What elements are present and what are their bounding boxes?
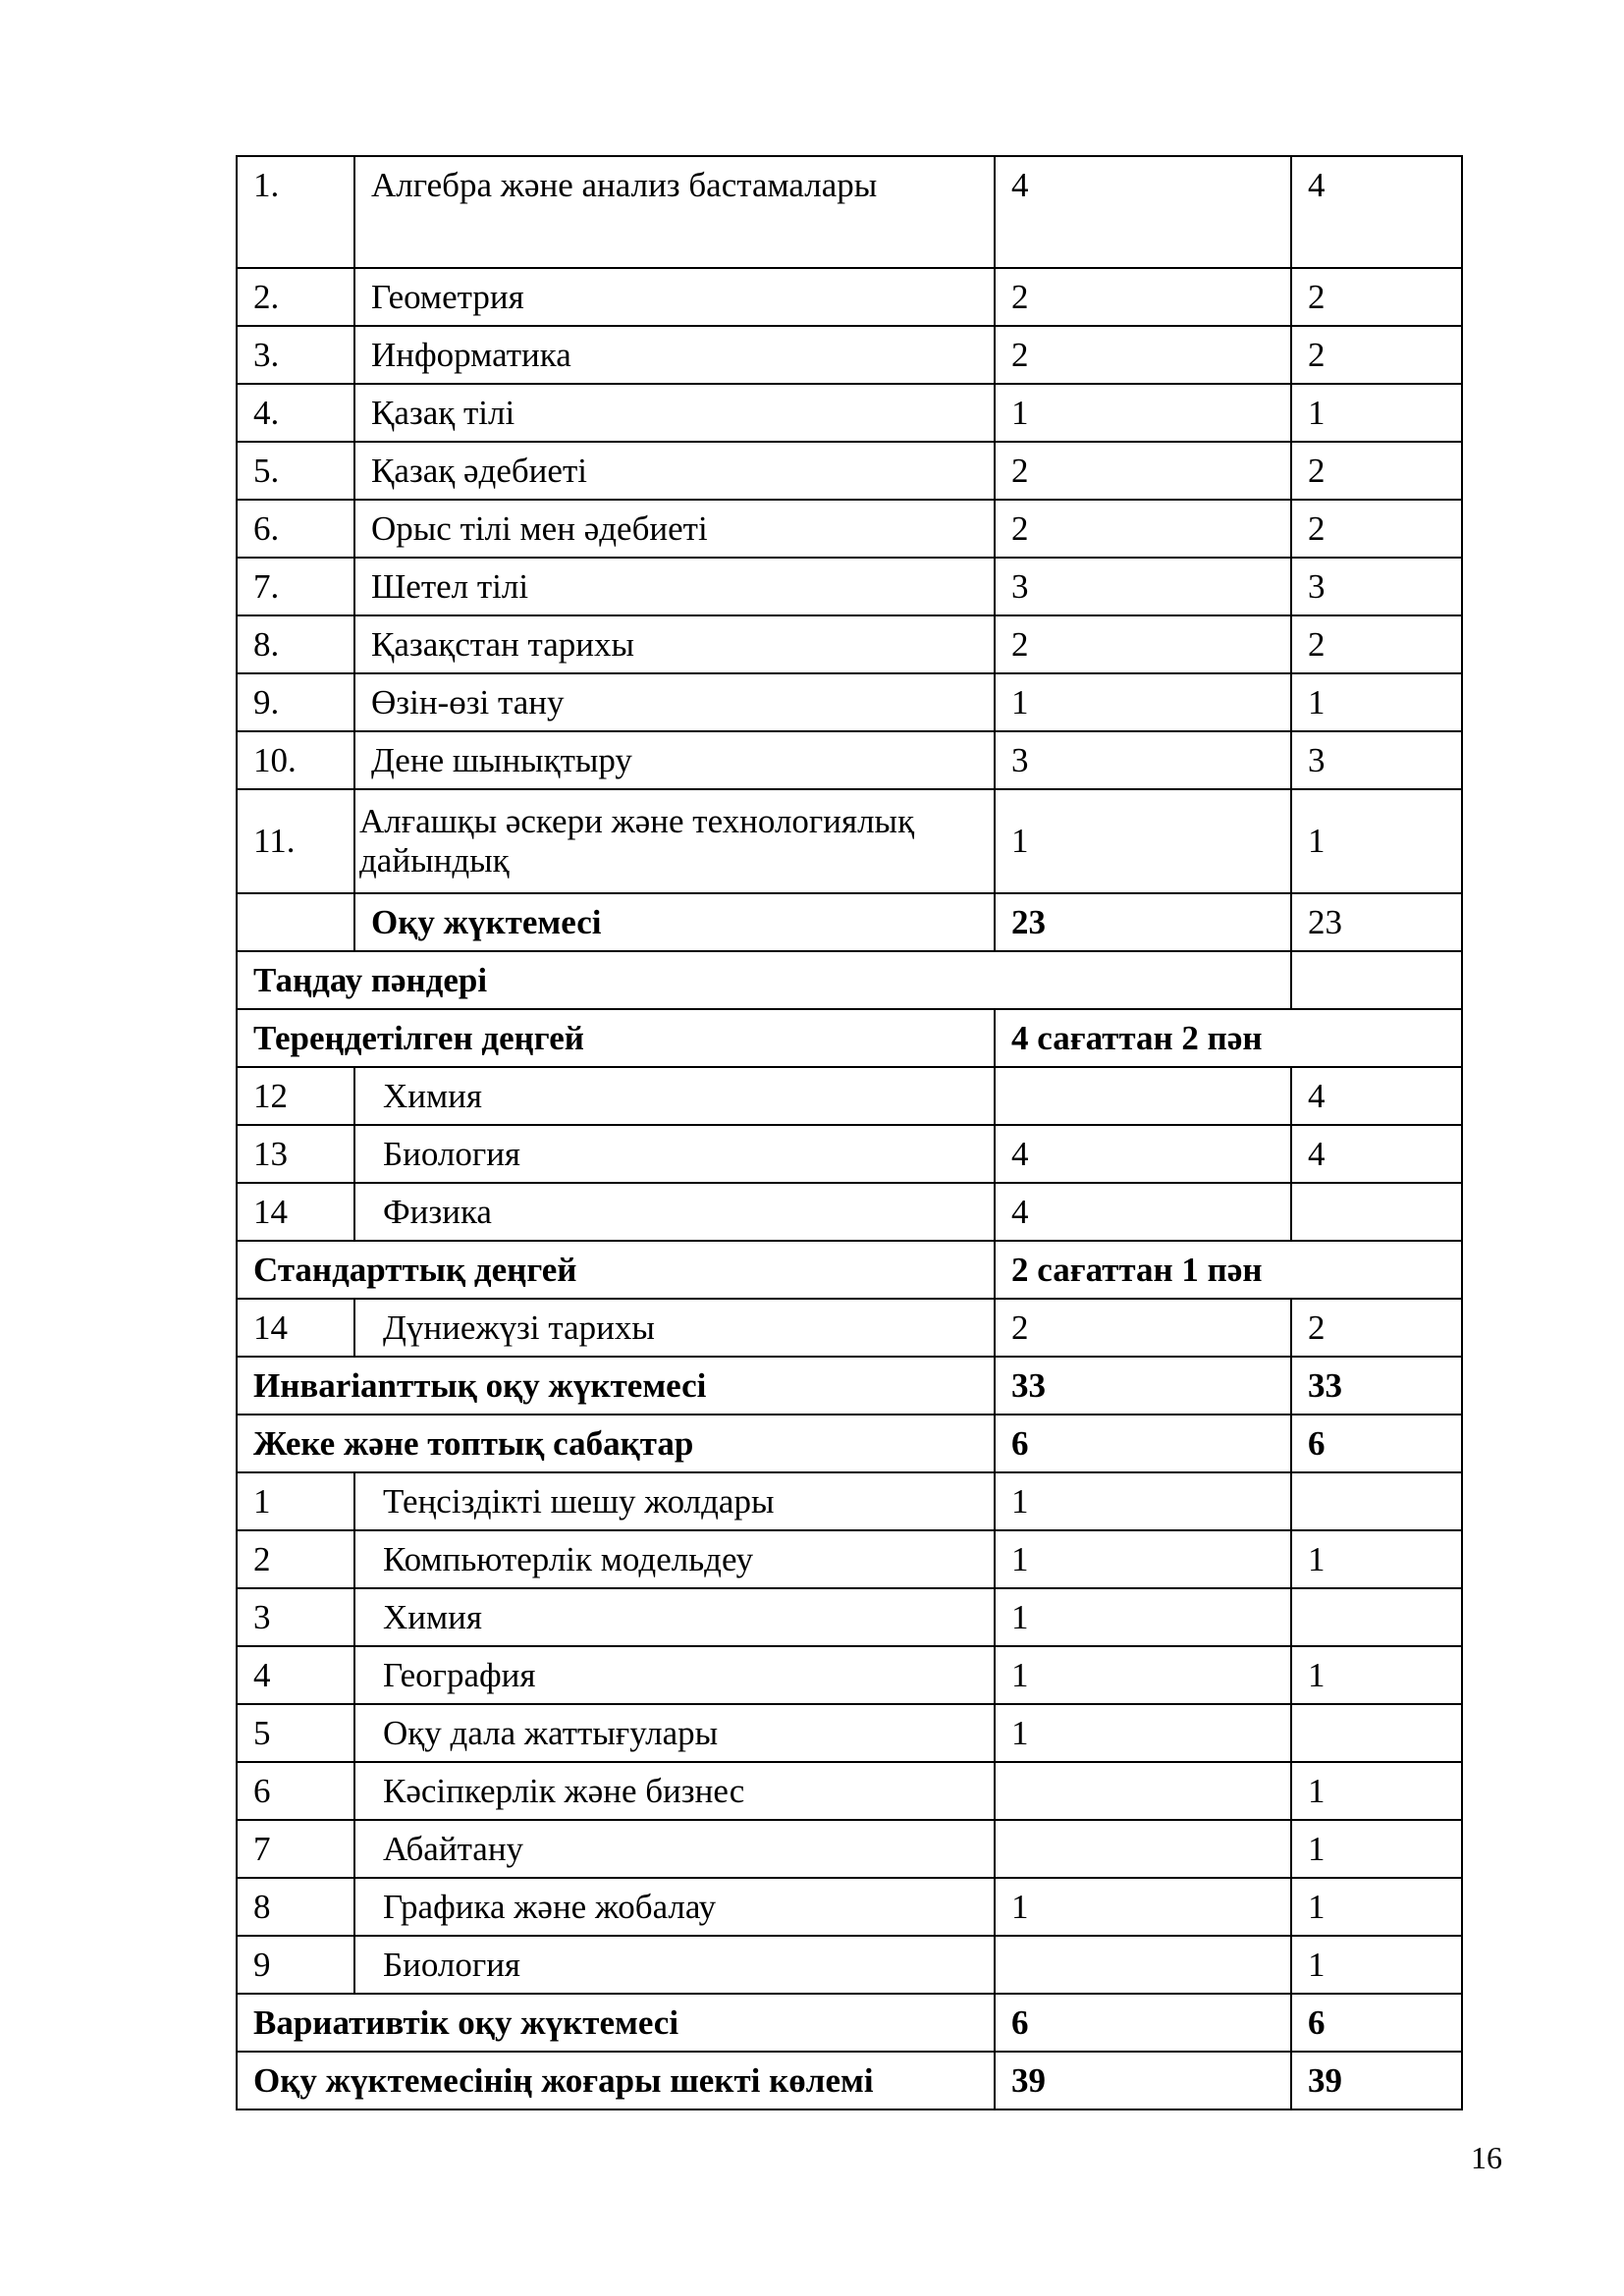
table-row bbox=[237, 1936, 1462, 1994]
hours-col-1 bbox=[995, 1762, 1291, 1820]
hours-col-1: 1 bbox=[995, 1472, 1291, 1530]
subject-name: Алгебра және анализ бастамалары bbox=[354, 156, 995, 268]
max-total-col-1: 39 bbox=[995, 2052, 1291, 2109]
subject-name: Алғашқы әскери және технологиялық дайындық bbox=[354, 789, 995, 893]
hours-col-1: 2 bbox=[995, 1299, 1291, 1357]
standard-level-label: Стандарттық деңгей bbox=[237, 1241, 995, 1299]
group-lessons-row bbox=[237, 1415, 1462, 1472]
max-total-label: Оқу жүктемесінің жоғары шекті көлемі bbox=[237, 2052, 995, 2109]
hours-col-2: 1 bbox=[1291, 1646, 1462, 1704]
table-row bbox=[237, 156, 1462, 268]
standard-level-row bbox=[237, 1241, 1462, 1299]
advanced-level-note: 4 сағаттан 2 пән bbox=[995, 1009, 1462, 1067]
table-row bbox=[237, 731, 1462, 789]
hours-col-1: 3 bbox=[995, 558, 1291, 615]
hours-col-2: 1 bbox=[1291, 384, 1462, 442]
table-row bbox=[237, 1588, 1462, 1646]
hours-col-2: 1 bbox=[1291, 1530, 1462, 1588]
hours-col-1: 2 bbox=[995, 442, 1291, 500]
table-row bbox=[237, 615, 1462, 673]
hours-col-1: 1 bbox=[995, 1704, 1291, 1762]
hours-col-1: 1 bbox=[995, 1530, 1291, 1588]
subject-name: Химия bbox=[354, 1588, 995, 1646]
hours-col-2: 2 bbox=[1291, 442, 1462, 500]
row-number: 11. bbox=[237, 789, 354, 893]
hours-col-2: 1 bbox=[1291, 1878, 1462, 1936]
subject-name: Қазақ тілі bbox=[354, 384, 995, 442]
subject-name: Физика bbox=[354, 1183, 995, 1241]
hours-col-2: 3 bbox=[1291, 731, 1462, 789]
hours-col-1: 2 bbox=[995, 268, 1291, 326]
table-row bbox=[237, 1820, 1462, 1878]
subject-name: Компьютерлік модельдеу bbox=[354, 1530, 995, 1588]
table-row bbox=[237, 442, 1462, 500]
hours-col-2: 2 bbox=[1291, 268, 1462, 326]
table-row bbox=[237, 1646, 1462, 1704]
table-row bbox=[237, 673, 1462, 731]
advanced-level-row bbox=[237, 1009, 1462, 1067]
core-total-col-2: 23 bbox=[1291, 893, 1462, 951]
core-total-col-1: 23 bbox=[995, 893, 1291, 951]
hours-col-2: 1 bbox=[1291, 1936, 1462, 1994]
row-number: 7 bbox=[237, 1820, 354, 1878]
subject-name: Оқу дала жаттығулары bbox=[354, 1704, 995, 1762]
hours-col-2: 1 bbox=[1291, 1820, 1462, 1878]
hours-col-2: 2 bbox=[1291, 1299, 1462, 1357]
hours-col-2: 2 bbox=[1291, 615, 1462, 673]
row-number: 4 bbox=[237, 1646, 354, 1704]
hours-col-1 bbox=[995, 1067, 1291, 1125]
group-lessons-col-1: 6 bbox=[995, 1415, 1291, 1472]
group-lessons-col-2: 6 bbox=[1291, 1415, 1462, 1472]
elective-title: Таңдау пәндері bbox=[237, 951, 1291, 1009]
table-row bbox=[237, 1704, 1462, 1762]
table-row bbox=[237, 1299, 1462, 1357]
hours-col-2: 4 bbox=[1291, 156, 1462, 268]
hours-col-1: 2 bbox=[995, 615, 1291, 673]
hours-col-2 bbox=[1291, 1183, 1462, 1241]
subject-name: Биология bbox=[354, 1936, 995, 1994]
row-number: 7. bbox=[237, 558, 354, 615]
row-number: 12 bbox=[237, 1067, 354, 1125]
group-lessons-label: Жеке және топтық сабақтар bbox=[237, 1415, 995, 1472]
subject-name: Теңсіздікті шешу жолдары bbox=[354, 1472, 995, 1530]
hours-col-2: 1 bbox=[1291, 1762, 1462, 1820]
max-total-col-2: 39 bbox=[1291, 2052, 1462, 2109]
table-row bbox=[237, 1183, 1462, 1241]
invariant-total-label: Инвarianттық оқу жүктемесі bbox=[237, 1357, 995, 1415]
subject-name: Графика және жобалау bbox=[354, 1878, 995, 1936]
table-row bbox=[237, 789, 1462, 893]
hours-col-2 bbox=[1291, 1472, 1462, 1530]
hours-col-2: 4 bbox=[1291, 1125, 1462, 1183]
curriculum-table bbox=[236, 155, 1463, 2110]
core-total-row bbox=[237, 893, 1462, 951]
table-row bbox=[237, 384, 1462, 442]
subject-name: Кәсіпкерлік және бизнес bbox=[354, 1762, 995, 1820]
variative-total-row bbox=[237, 1994, 1462, 2052]
table-row bbox=[237, 1530, 1462, 1588]
hours-col-1: 4 bbox=[995, 1125, 1291, 1183]
hours-col-2: 4 bbox=[1291, 1067, 1462, 1125]
row-number: 14 bbox=[237, 1299, 354, 1357]
subject-name: Шетел тілі bbox=[354, 558, 995, 615]
core-total-label: Оқу жүктемесі bbox=[354, 893, 995, 951]
page-number: 16 bbox=[1471, 2140, 1502, 2175]
row-number: 6 bbox=[237, 1762, 354, 1820]
table-row bbox=[237, 1067, 1462, 1125]
row-number: 8. bbox=[237, 615, 354, 673]
subject-name: Өзін-өзі тану bbox=[354, 673, 995, 731]
row-number: 1 bbox=[237, 1472, 354, 1530]
table-row bbox=[237, 500, 1462, 558]
invariant-total-col-2: 33 bbox=[1291, 1357, 1462, 1415]
table-row bbox=[237, 1878, 1462, 1936]
variative-total-label: Вариативтік оқу жүктемесі bbox=[237, 1994, 995, 2052]
row-number: 3. bbox=[237, 326, 354, 384]
table-row bbox=[237, 1472, 1462, 1530]
row-number: 14 bbox=[237, 1183, 354, 1241]
row-number: 9 bbox=[237, 1936, 354, 1994]
hours-col-2 bbox=[1291, 1704, 1462, 1762]
hours-col-1: 2 bbox=[995, 500, 1291, 558]
row-number: 10. bbox=[237, 731, 354, 789]
hours-col-1: 4 bbox=[995, 156, 1291, 268]
row-number: 5. bbox=[237, 442, 354, 500]
row-number: 3 bbox=[237, 1588, 354, 1646]
table-row bbox=[237, 268, 1462, 326]
hours-col-2: 3 bbox=[1291, 558, 1462, 615]
subject-name: Абайтану bbox=[354, 1820, 995, 1878]
hours-col-1: 1 bbox=[995, 1878, 1291, 1936]
row-number: 13 bbox=[237, 1125, 354, 1183]
advanced-level-label: Тереңдетілген деңгей bbox=[237, 1009, 995, 1067]
hours-col-1 bbox=[995, 1936, 1291, 1994]
table-row bbox=[237, 1762, 1462, 1820]
table-row bbox=[237, 1125, 1462, 1183]
hours-col-1: 2 bbox=[995, 326, 1291, 384]
hours-col-1: 1 bbox=[995, 673, 1291, 731]
max-total-row bbox=[237, 2052, 1462, 2109]
subject-name: Информатика bbox=[354, 326, 995, 384]
subject-name: Қазақстан тарихы bbox=[354, 615, 995, 673]
hours-col-1: 3 bbox=[995, 731, 1291, 789]
variative-total-col-1: 6 bbox=[995, 1994, 1291, 2052]
variative-total-col-2: 6 bbox=[1291, 1994, 1462, 2052]
hours-col-1: 1 bbox=[995, 384, 1291, 442]
standard-level-note: 2 сағаттан 1 пән bbox=[995, 1241, 1462, 1299]
row-number: 6. bbox=[237, 500, 354, 558]
hours-col-1: 1 bbox=[995, 1588, 1291, 1646]
invariant-total-row bbox=[237, 1357, 1462, 1415]
invariant-total-col-1: 33 bbox=[995, 1357, 1291, 1415]
table-row bbox=[237, 558, 1462, 615]
subject-name: Биология bbox=[354, 1125, 995, 1183]
row-number: 1. bbox=[237, 156, 354, 268]
hours-col-1: 1 bbox=[995, 1646, 1291, 1704]
subject-name: Дене шынықтыру bbox=[354, 731, 995, 789]
hours-col-2: 1 bbox=[1291, 673, 1462, 731]
table-row bbox=[237, 326, 1462, 384]
hours-col-1: 1 bbox=[995, 789, 1291, 893]
row-number: 2 bbox=[237, 1530, 354, 1588]
row-number: 9. bbox=[237, 673, 354, 731]
subject-name: Дүниежүзі тарихы bbox=[354, 1299, 995, 1357]
elective-header-row bbox=[237, 951, 1462, 1009]
hours-col-1: 4 bbox=[995, 1183, 1291, 1241]
row-number: 2. bbox=[237, 268, 354, 326]
subject-name: Қазақ әдебиеті bbox=[354, 442, 995, 500]
hours-col-2: 2 bbox=[1291, 500, 1462, 558]
subject-name: Орыс тілі мен әдебиеті bbox=[354, 500, 995, 558]
hours-col-1 bbox=[995, 1820, 1291, 1878]
row-number: 4. bbox=[237, 384, 354, 442]
subject-name: Химия bbox=[354, 1067, 995, 1125]
hours-col-2: 1 bbox=[1291, 789, 1462, 893]
subject-name: Геометрия bbox=[354, 268, 995, 326]
hours-col-2 bbox=[1291, 1588, 1462, 1646]
hours-col-2: 2 bbox=[1291, 326, 1462, 384]
row-number: 8 bbox=[237, 1878, 354, 1936]
row-number: 5 bbox=[237, 1704, 354, 1762]
subject-name: География bbox=[354, 1646, 995, 1704]
